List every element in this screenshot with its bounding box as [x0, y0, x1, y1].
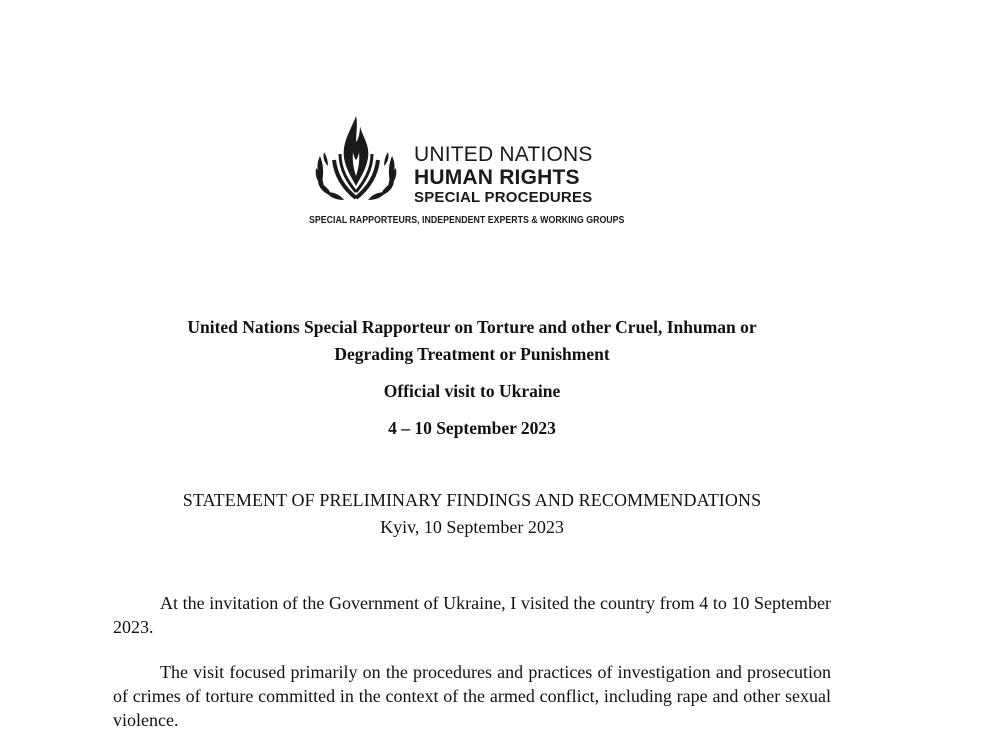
document-title-line-2: Degrading Treatment or Punishment [334, 344, 610, 364]
visit-dates: 4 – 10 September 2023 [388, 418, 556, 438]
statement-title: STATEMENT OF PRELIMINARY FINDINGS AND RECOMMENDATIONS [182, 490, 762, 510]
ohchr-logo [306, 112, 636, 230]
logo-tagline: SPECIAL RAPPORTEURS, INDEPENDENT EXPERTS & WORKING GROUPS [309, 214, 625, 226]
logo-united-nations-text: UNITED NATIONS [414, 143, 593, 166]
logo-human-rights-text: HUMAN RIGHTS [414, 166, 580, 189]
body-paragraph: At the invitation of the Government of Ukraine, I visited the country from 4 to 10 September 2023. [113, 593, 831, 637]
un-flame-wreath-emblem [306, 112, 406, 212]
body-paragraph: The visit focused primarily on the procedures and practices of investigation and prosecution of crimes of torture committed in the context of the armed conflict, including rape and other sexual violence. [113, 662, 831, 730]
statement-place-date: Kyiv, 10 September 2023 [380, 517, 564, 537]
logo-special-procedures-text: SPECIAL PROCEDURES [414, 189, 593, 206]
visit-subtitle: Official visit to Ukraine [383, 381, 561, 401]
document-title-line-1: United Nations Special Rapporteur on Torture and other Cruel, Inhuman or [187, 317, 757, 337]
